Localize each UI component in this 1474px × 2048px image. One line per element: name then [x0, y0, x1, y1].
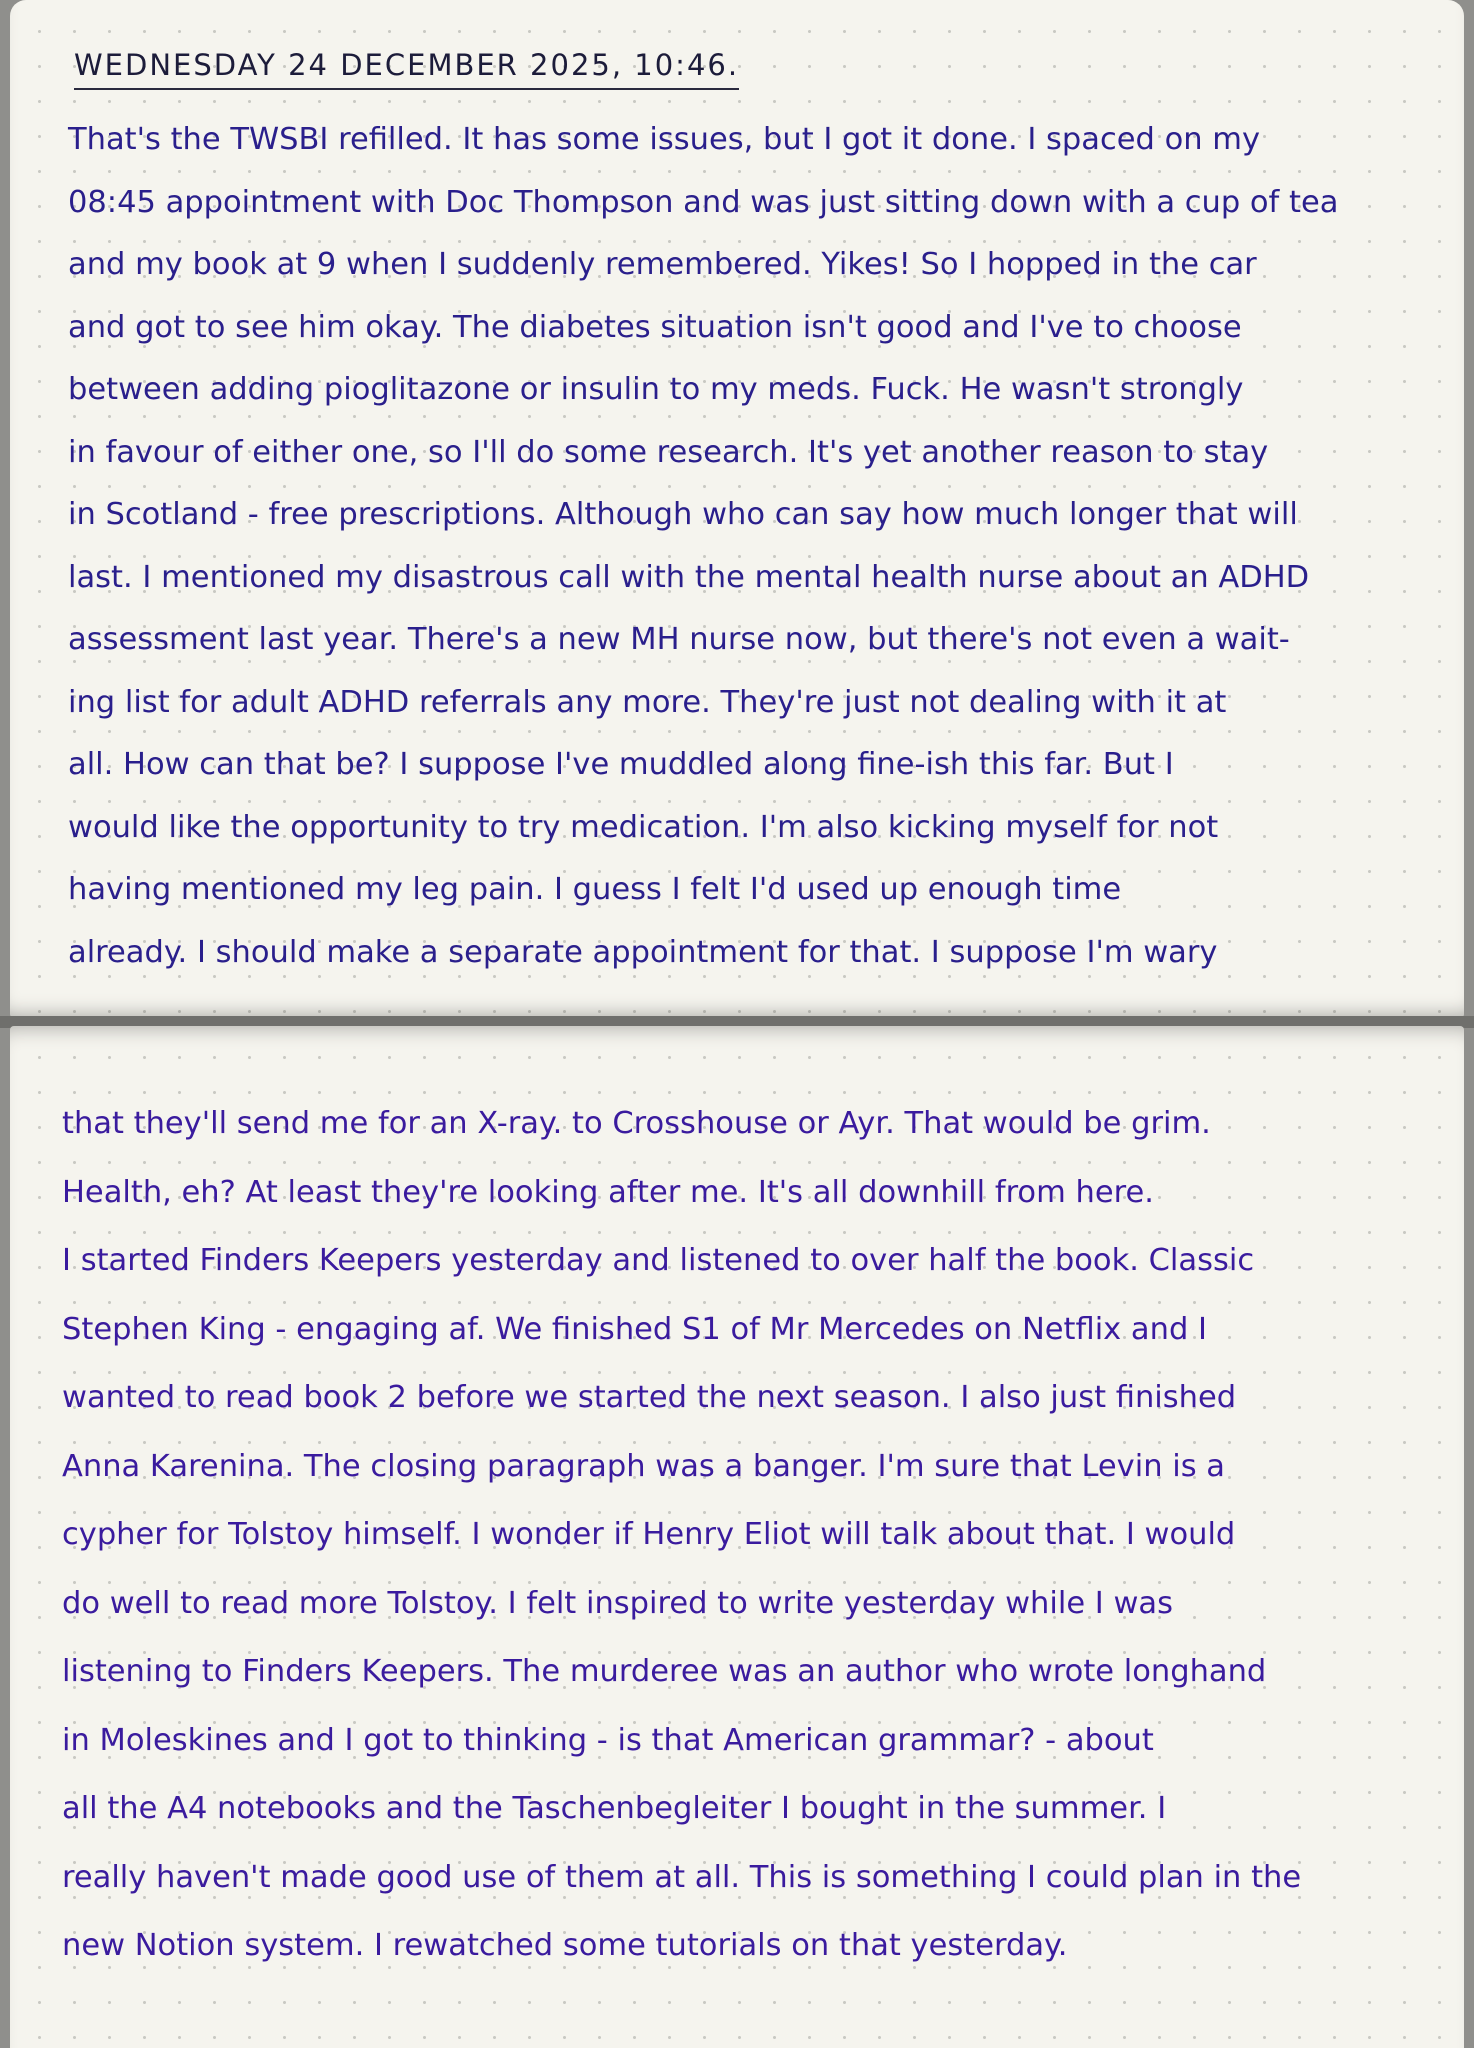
journal-line: that they'll send me for an X-ray. to Crosshouse or Ayr. That would be grim.: [62, 1106, 1211, 1141]
journal-line: would like the opportunity to try medication. I'm also kicking myself for not: [68, 809, 1219, 845]
journal-line: having mentioned my leg pain. I guess I felt I'd used up enough time: [68, 872, 1122, 907]
journal-line: in favour of either one, so I'll do some research. It's yet another reason to stay: [68, 434, 1269, 470]
journal-line: and my book at 9 when I suddenly remembered. Yikes! So I hopped in the car: [68, 247, 1257, 282]
journal-line: ing list for adult ADHD referrals any more. They're just not dealing with it at: [68, 684, 1227, 720]
journal-line: do well to read more Tolstoy. I felt inspired to write yesterday while I was: [62, 1585, 1174, 1621]
journal-line: in Scotland - free prescriptions. Although who can say how much longer that will: [68, 497, 1298, 532]
journal-line: wanted to read book 2 before we started the next season. I also just finished: [62, 1380, 1237, 1415]
journal-line: Anna Karenina. The closing paragraph was a banger. I'm sure that Levin is a: [62, 1448, 1225, 1484]
journal-line: really haven't made good use of them at all. This is something I could plan in the: [62, 1859, 1302, 1895]
journal-line: I started Finders Keepers yesterday and listened to over half the book. Classic: [62, 1243, 1255, 1278]
journal-line: between adding pioglitazone or insulin to my meds. Fuck. He wasn't strongly: [68, 372, 1244, 407]
journal-line: Stephen King - engaging af. We finished S1 of Mr Mercedes on Netflix and I: [62, 1311, 1208, 1347]
journal-line: 08:45 appointment with Doc Thompson and was just sitting down with a cup of tea: [68, 184, 1339, 220]
journal-line: listening to Finders Keepers. The murderee was an author who wrote longhand: [62, 1654, 1267, 1689]
journal-line: and got to see him okay. The diabetes situation isn't good and I've to choose: [68, 309, 1242, 345]
journal-line: assessment last year. There's a new MH nurse now, but there's not even a wait-: [68, 622, 1290, 657]
entry-date-heading: WEDNESDAY 24 DECEMBER 2025, 10:46.: [74, 48, 739, 90]
journal-page-bottom: [10, 1026, 1464, 2048]
journal-page-top: [10, 0, 1464, 1018]
journal-line: That's the TWSBI refilled. It has some issues, but I got it done. I spaced on my: [68, 122, 1261, 157]
journal-line: cypher for Tolstoy himself. I wonder if Henry Eliot will talk about that. I would: [62, 1517, 1236, 1552]
journal-line: last. I mentioned my disastrous call with the mental health nurse about an ADHD: [68, 559, 1310, 595]
journal-line: all the A4 notebooks and the Taschenbegleiter I bought in the summer. I: [62, 1791, 1167, 1826]
journal-line: already. I should make a separate appointment for that. I suppose I'm wary: [68, 934, 1218, 970]
journal-line: in Moleskines and I got to thinking - is that American grammar? - about: [62, 1722, 1154, 1758]
journal-line: all. How can that be? I suppose I've muddled along fine-ish this far. But I: [68, 747, 1174, 782]
journal-line: Health, eh? At least they're looking after me. It's all downhill from here.: [62, 1174, 1154, 1210]
journal-line: new Notion system. I rewatched some tutorials on that yesterday.: [62, 1928, 1068, 1963]
